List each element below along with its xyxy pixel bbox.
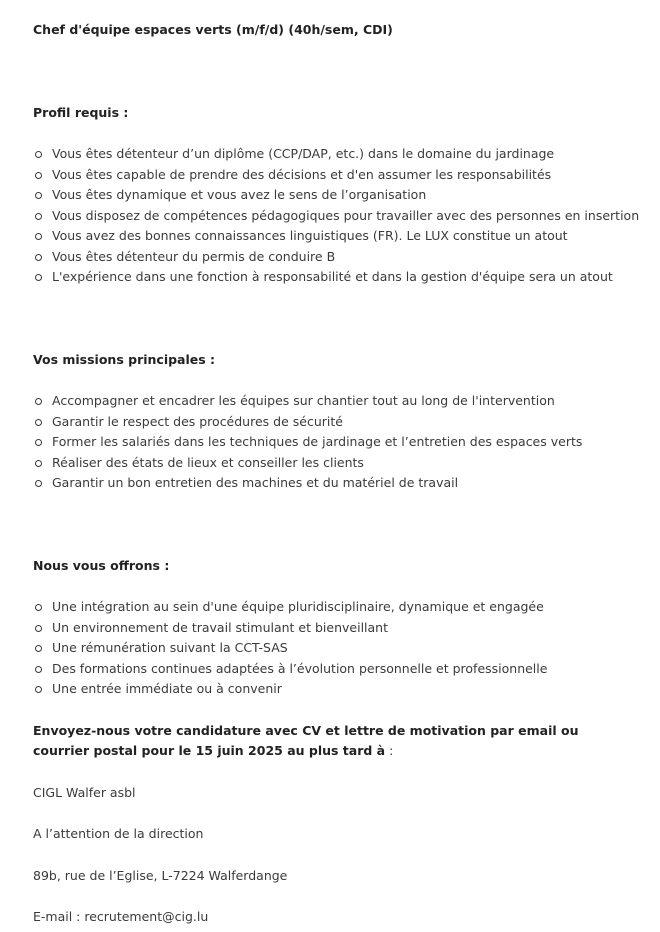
job-title: Chef d'équipe espaces verts (m/f/d) (40h/sem, CDI) (33, 22, 393, 37)
circle-bullet-icon (35, 192, 42, 199)
list-item: Une entrée immédiate ou à convenir (33, 679, 633, 700)
list-item: Vous êtes capable de prendre des décisions et d'en assumer les responsabilités (33, 165, 633, 186)
missions-heading: Vos missions principales : (33, 351, 216, 367)
circle-bullet-icon (35, 398, 42, 405)
circle-bullet-icon (35, 604, 42, 611)
spacer (33, 288, 633, 350)
contact-attention: A l’attention de la direction (33, 826, 204, 841)
list-item: Réaliser des états de lieux et conseiller les clients (33, 453, 633, 474)
missions-list (33, 391, 633, 494)
offre-heading: Nous vous offrons : (33, 557, 170, 573)
circle-bullet-icon (35, 625, 42, 632)
job-posting (33, 20, 640, 928)
list-item: Former les salariés dans les techniques de jardinage et l’entretien des espaces verts (33, 432, 633, 453)
profil-heading: Profil requis : (33, 104, 129, 120)
spacer (33, 803, 633, 824)
circle-bullet-icon (35, 254, 42, 261)
circle-bullet-icon (35, 233, 42, 240)
circle-bullet-icon (35, 213, 42, 220)
list-item: Vous disposez de compétences pédagogiques pour travailler avec des personnes en insertion (33, 206, 633, 227)
spacer (33, 845, 633, 866)
list-item: Garantir un bon entretien des machines et du matériel de travail (33, 473, 633, 494)
list-item: Une intégration au sein d'une équipe pluridisciplinaire, dynamique et engagée (33, 597, 633, 618)
spacer (33, 123, 633, 144)
list-item: Vous êtes détenteur du permis de conduire B (33, 247, 633, 268)
circle-bullet-icon (35, 172, 42, 179)
contact-address: 89b, rue de l’Eglise, L-7224 Walferdange (33, 867, 288, 883)
circle-bullet-icon (35, 645, 42, 652)
application-instructions: Envoyez-nous votre candidature avec CV et lettre de motivation par email ou courrier postal pour le 15 juin 2025 au plus tard à : (33, 722, 579, 758)
circle-bullet-icon (35, 480, 42, 487)
contact-email: E-mail : recrutement@cig.lu (33, 909, 209, 924)
list-item: Une rémunération suivant la CCT-SAS (33, 638, 633, 659)
circle-bullet-icon (35, 274, 42, 281)
circle-bullet-icon (35, 439, 42, 446)
circle-bullet-icon (35, 151, 42, 158)
spacer (33, 762, 633, 783)
list-item: Vous êtes détenteur d’un diplôme (CCP/DAP, etc.) dans le domaine du jardinage (33, 144, 633, 165)
circle-bullet-icon (35, 686, 42, 693)
spacer (33, 886, 633, 907)
circle-bullet-icon (35, 460, 42, 467)
list-item: Un environnement de travail stimulant et bienveillant (33, 618, 633, 639)
spacer (33, 41, 633, 103)
contact-organisation: CIGL Walfer asbl (33, 784, 136, 800)
profil-list (33, 144, 640, 288)
list-item: Des formations continues adaptées à l’évolution personnelle et professionnelle (33, 659, 633, 680)
spacer (33, 370, 633, 391)
circle-bullet-icon (35, 666, 42, 673)
list-item: Vous êtes dynamique et vous avez le sens de l’organisation (33, 185, 633, 206)
spacer (33, 700, 633, 721)
list-item: Garantir le respect des procédures de sécurité (33, 412, 633, 433)
list-item: Vous avez des bonnes connaissances linguistiques (FR). Le LUX constitue un atout (33, 226, 633, 247)
list-item: L'expérience dans une fonction à responsabilité et dans la gestion d'équipe sera un atout (33, 267, 633, 288)
spacer (33, 494, 633, 556)
list-item: Accompagner et encadrer les équipes sur chantier tout au long de l'intervention (33, 391, 633, 412)
spacer (33, 576, 633, 597)
circle-bullet-icon (35, 419, 42, 426)
offre-list (33, 597, 633, 700)
